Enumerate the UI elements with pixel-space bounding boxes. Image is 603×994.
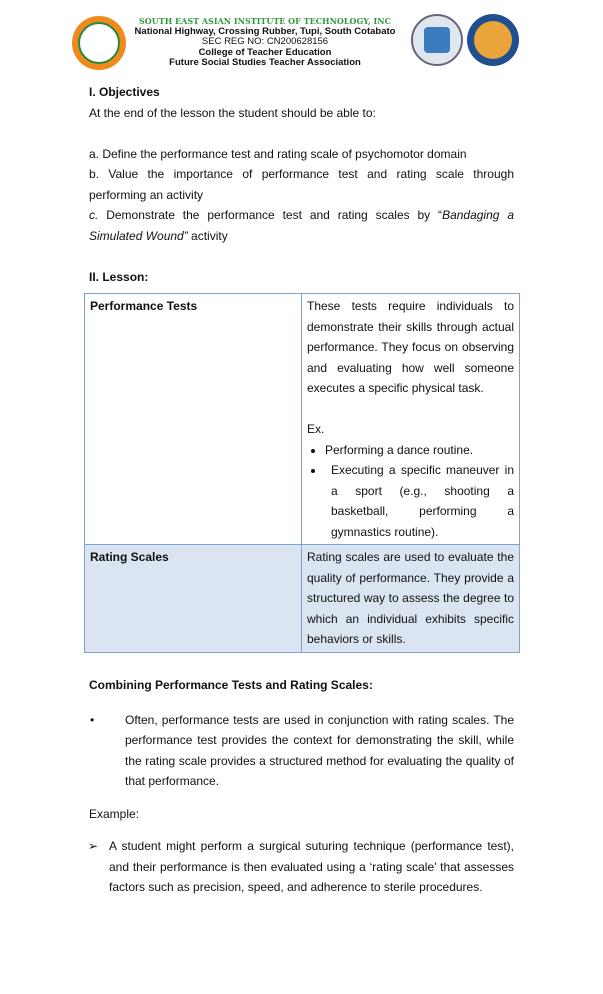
college-name: College of Teacher Education: [198, 46, 332, 58]
example-text: A student might perform a surgical suturing technique (performance test), and their performance is then evaluated using a ‘rating scale’ that assesses factors such as precision, speed, and adherence to sterile procedures.: [109, 839, 514, 894]
term-cell: Rating Scales: [85, 545, 302, 653]
objective-c-text: Demonstrate the performance test and rating scales by “: [98, 208, 443, 222]
table-row: [85, 294, 520, 545]
lesson-heading: II. Lesson:: [89, 269, 149, 284]
description-cell: [302, 294, 520, 545]
bullet-icon: •: [90, 712, 95, 727]
combining-text: Often, performance tests are used in conjunction with rating scales. The performance test provides the context for demonstrating the skill, while the rating scale provides a structured method for evaluating the quality of that performance.: [125, 712, 514, 788]
example-label: Ex.: [307, 422, 325, 436]
objectives-section: [89, 82, 514, 287]
objectives-heading: I. Objectives: [89, 85, 160, 99]
example-list: [307, 440, 514, 543]
objective-c-label: c.: [89, 208, 99, 222]
association-name: Future Social Studies Teacher Association: [169, 57, 361, 68]
objectives-intro: At the end of the lesson the student should be able to:: [89, 105, 376, 120]
table-row: [85, 545, 520, 653]
combining-heading: Combining Performance Tests and Rating Scales:: [89, 678, 373, 692]
example-label: Example:: [89, 806, 140, 821]
term-cell: Performance Tests: [85, 294, 302, 545]
letterhead-text: [130, 16, 400, 69]
objective-a: a. Define the performance test and rating scale of psychomotor domain: [89, 146, 467, 161]
list-item: [89, 710, 514, 792]
college-seal-logo: [411, 14, 463, 66]
arrow-bullet-icon: ➢: [88, 839, 99, 853]
institution-name: SOUTH EAST ASIAN INSTITUTE OF TECHNOLOGY, INC: [139, 16, 391, 26]
objective-b: b. Value the importance of performance test and rating scale through performing an activity: [89, 167, 514, 202]
sec-reg: SEC REG NO: CN200628156: [201, 36, 329, 47]
address: National Highway, Crossing Rubber, Tupi, South Cotabato: [134, 25, 396, 37]
objective-c-end: activity: [187, 228, 228, 243]
list-item: • Performing a dance routine.: [325, 440, 514, 461]
objective-c-italic: Bandaging a Simulated Wound”: [89, 208, 515, 243]
institute-logo: [72, 16, 126, 70]
lesson-table: [84, 293, 520, 653]
combining-section: [89, 675, 514, 898]
description: These tests require individuals to demonstrate their skills through actual performance. They focus on observing and evaluating how well someone executes a specific physical task.: [307, 299, 514, 395]
association-logo: [467, 14, 519, 66]
objective-c: [89, 205, 514, 246]
letterhead: [0, 12, 603, 72]
list-item: [87, 836, 514, 898]
description-cell: Rating scales are used to evaluate the quality of performance. They provide a structured way to assess the degree to which an individual exhibits specific behaviors or skills.: [302, 545, 520, 653]
list-item: • Executing a specific maneuver in a sport (e.g., shooting a basketball, performing a gymnastics routine).: [325, 460, 514, 542]
